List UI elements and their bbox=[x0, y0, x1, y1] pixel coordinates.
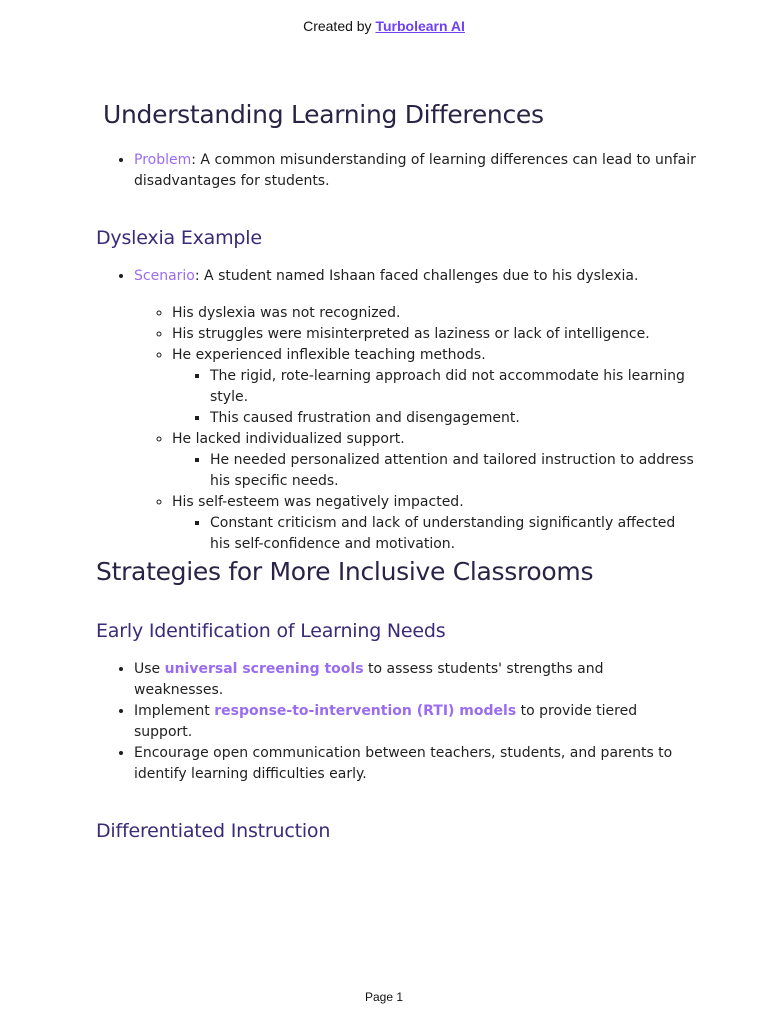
esteem-sublist bbox=[172, 513, 696, 555]
list-item-text: Use bbox=[134, 661, 165, 677]
scenario-label: Scenario bbox=[134, 268, 195, 284]
list-item-text: He lacked individualized support. bbox=[172, 431, 405, 447]
differentiated-instruction-heading: Differentiated Instruction bbox=[96, 820, 331, 842]
list-item: ▪ The rigid, rote-learning approach did not accommodate his learning style. bbox=[210, 366, 696, 408]
list-item bbox=[172, 492, 696, 555]
dyslexia-sublist bbox=[134, 303, 696, 555]
list-item: ◦ His struggles were misinterpreted as laziness or lack of intelligence. bbox=[172, 324, 696, 345]
list-item bbox=[172, 429, 696, 492]
list-item-text: Implement bbox=[134, 703, 215, 719]
strategies-heading: Strategies for More Inclusive Classrooms bbox=[96, 557, 594, 586]
problem-item bbox=[134, 150, 696, 192]
list-item bbox=[134, 659, 696, 701]
list-item: • Encourage open communication between teachers, students, and parents to identify learning difficulties early. bbox=[134, 743, 696, 785]
list-item: ▪ He needed personalized attention and tailored instruction to address his specific needs. bbox=[210, 450, 696, 492]
rti-models-link[interactable]: response-to-intervention (RTI) models bbox=[214, 703, 517, 719]
problem-label: Problem bbox=[134, 152, 192, 168]
list-item bbox=[134, 701, 696, 743]
dyslexia-list bbox=[96, 266, 696, 555]
universal-screening-link[interactable]: universal screening tools bbox=[164, 661, 364, 677]
list-item-text: He experienced inflexible teaching methods. bbox=[172, 347, 486, 363]
document-body bbox=[96, 96, 696, 842]
dyslexia-heading: Dyslexia Example bbox=[96, 227, 262, 249]
page-title: Understanding Learning Differences bbox=[103, 100, 544, 129]
early-identification-list bbox=[96, 659, 696, 785]
list-item-text: His self-esteem was negatively impacted. bbox=[172, 494, 464, 510]
early-identification-heading: Early Identification of Learning Needs bbox=[96, 620, 446, 642]
created-by-line bbox=[0, 18, 768, 34]
scenario-item bbox=[134, 266, 696, 555]
list-item-text: to provide tiered support. bbox=[134, 703, 638, 740]
scenario-text: : A student named Ishaan faced challenges due to his dyslexia. bbox=[194, 268, 639, 284]
page-number: Page 1 bbox=[364, 990, 404, 1004]
teaching-sublist bbox=[172, 366, 696, 429]
problem-list bbox=[96, 150, 696, 192]
list-item: ◦ His dyslexia was not recognized. bbox=[172, 303, 696, 324]
list-item: ▪ Constant criticism and lack of understanding significantly affected his self-confidence and motivation. bbox=[210, 513, 696, 555]
list-item bbox=[172, 345, 696, 429]
support-sublist bbox=[172, 450, 696, 492]
list-item: ▪ This caused frustration and disengagement. bbox=[210, 408, 696, 429]
created-by-label: Created by bbox=[303, 18, 372, 34]
list-item-text: to assess students' strengths and weaknesses. bbox=[134, 661, 604, 698]
turbolearn-link[interactable]: Turbolearn AI bbox=[375, 18, 465, 34]
problem-text: : A common misunderstanding of learning differences can lead to unfair disadvantages for students. bbox=[134, 152, 696, 189]
